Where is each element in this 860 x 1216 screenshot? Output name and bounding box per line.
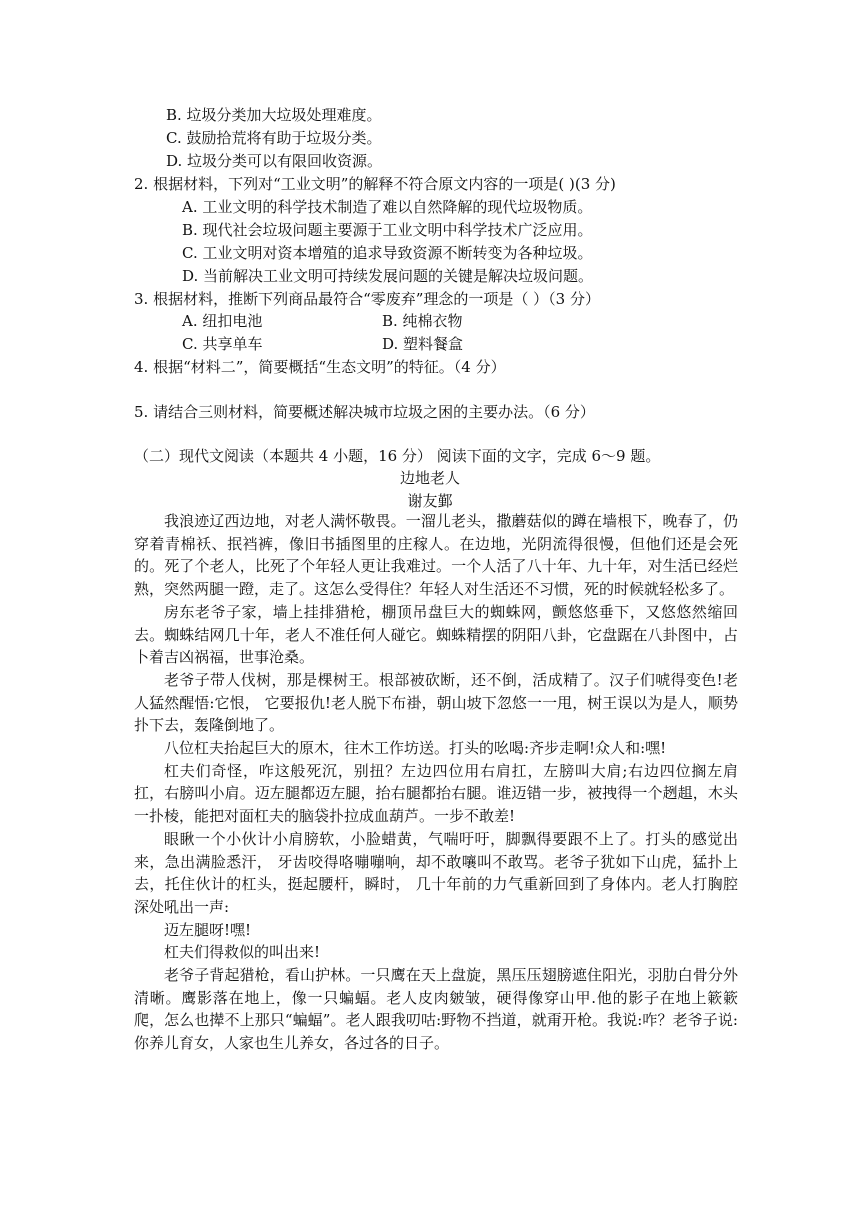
q2-option-a: A. 工业文明的科学技术制造了难以自然降解的现代垃圾物质。 <box>182 198 593 216</box>
passage-title: 边地老人 <box>399 469 460 487</box>
q3-option-d: D. 塑料餐盒 <box>382 335 464 353</box>
passage-paragraph: 八位杠夫抬起巨大的原木，往木工作坊送。打头的吆喝:齐步走啊!众人和:嘿! <box>164 739 667 758</box>
passage-paragraph: 迈左腿呀!嘿! <box>164 920 252 939</box>
q1-option-c: C. 鼓励拾荒将有助于垃圾分类。 <box>166 129 382 147</box>
q1-option-d: D. 垃圾分类可以有限回收资源。 <box>166 152 383 170</box>
q4-stem: 4. 根据“材料二”，简要概括“生态文明”的特征。（4 分） <box>134 358 506 376</box>
passage-paragraph: 老爷子带人伐树，那是棵树王。根部被砍断，还不倒，活成精了。汉子们唬得变色!老人猛然醒悟:它恨， 它要报仇!老人脱下布褂，朝山坡下忽悠一一甩，树王误以为是人，顺势扑下去，轰隆倒地了。 <box>134 670 738 735</box>
q5-stem: 5. 请结合三则材料，简要概述解决城市垃圾之困的主要办法。（6 分） <box>134 403 595 421</box>
q2-option-b: B. 现代社会垃圾问题主要源于工业文明中科学技术广泛应用。 <box>182 221 593 239</box>
q1-option-b: B. 垃圾分类加大垃圾处理难度。 <box>166 106 382 124</box>
passage-body <box>134 510 738 1055</box>
q2-stem: 2. 根据材料，下列对“工业文明”的解释不符合原文内容的一项是( )(3 分) <box>134 175 616 193</box>
passage-paragraph: 杠夫们奇怪，咋这般死沉，别扭？左边四位用右肩扛，左膀叫大肩;右边四位搁左肩扛，右膀叫小肩。迈左腿都迈左腿，抬右腿都抬右腿。谁迈错一步，被拽得一个趔趄，木头一扑棱，能把对面杠夫的脑袋扑拉成血葫芦。一步不敢差! <box>134 761 738 826</box>
passage-paragraph: 老爷子背起猎枪，看山护林。一只鹰在天上盘旋，黑压压翅膀遮住阳光，羽肋白骨分外清晰。鹰影落在地上，像一只蝙蝠。老人皮肉皴皱，硬得像穿山甲.他的影子在地上簌簌爬，怎么也撵不上那只“蝙蝠”。老人跟我叨咕:野物不挡道，就甭开枪。我说:咋？老爷子说:你养儿育女，人家也生儿养女，各过各的日子。 <box>134 966 738 1053</box>
q2-option-c: C. 工业文明对资本增殖的追求导致资源不断转变为各种垃圾。 <box>182 244 593 262</box>
q3-option-b: B. 纯棉衣物 <box>382 312 463 330</box>
q3-option-c: C. 共享单车 <box>182 335 263 353</box>
passage-paragraph: 我浪迹辽西边地，对老人满怀敬畏。一溜儿老头，撒蘑菇似的蹲在墙根下，晚春了，仍穿着青棉袄、抿裆裤，像旧书插图里的庄稼人。在边地，光阴流得很慢，但他们还是会死的。死了个老人，比死了个年轻人更让我难过。一个人活了八十年、九十年，对生活已经烂熟，突然两腿一蹬，走了。这怎么受得住？年轻人对生活还不习惯，死的时候就轻松多了。 <box>134 512 738 599</box>
q3-stem: 3. 根据材料，推断下列商品最符合“零废弃”理念的一项是（ ）（3 分） <box>134 290 600 308</box>
section-heading: （二）现代文阅读（本题共 4 小题，16 分） 阅读下面的文字，完成 6～9 题。 <box>134 447 661 465</box>
passage-paragraph: 房东老爷子家，墙上挂排猎枪，棚顶吊盘巨大的蜘蛛网，颤悠悠垂下，又悠悠然缩回去。蜘蛛结网几十年，老人不准任何人碰它。蜘蛛精摆的阴阳八卦，它盘踞在八卦图中，占卜着吉凶祸福，世事沧桑。 <box>134 602 738 667</box>
passage-author: 谢友鄞 <box>407 492 453 510</box>
q3-option-a: A. 纽扣电池 <box>182 312 263 330</box>
passage-paragraph: 杠夫们得救似的叫出来! <box>164 943 321 962</box>
passage-paragraph: 眼瞅一个小伙计小肩膀软，小脸蜡黄，气喘吁吁，脚飘得要跟不上了。打头的感觉出来，急出满脸悉汗， 牙齿咬得咯嘣嘣响，却不敢嚷叫不敢骂。老爷子犹如下山虎，猛扑上去，托住伙计的杠头，挺起腰杆，瞬时， 几十年前的力气重新回到了身体内。老人打胸腔深处吼出一声: <box>134 829 738 916</box>
q2-option-d: D. 当前解决工业文明可持续发展问题的关键是解决垃圾问题。 <box>182 267 594 285</box>
